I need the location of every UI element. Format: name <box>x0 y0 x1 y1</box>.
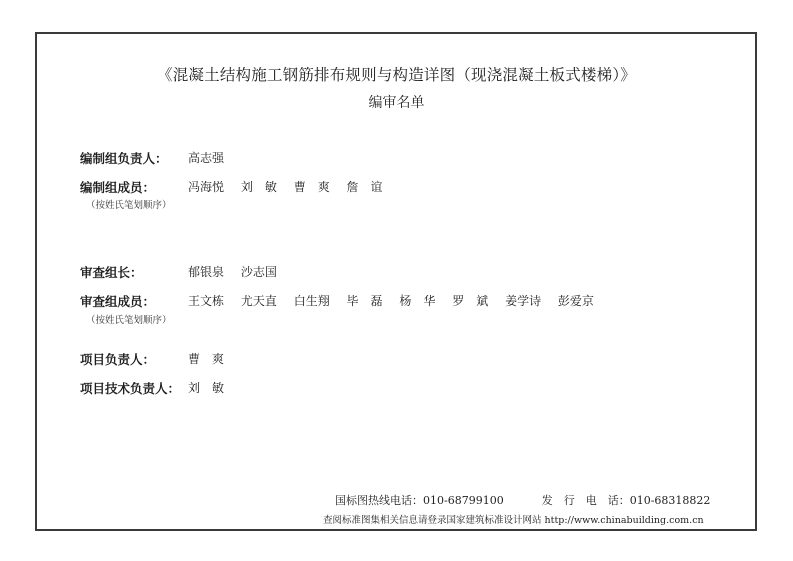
person-name: 杨 华 <box>399 294 436 308</box>
footer-phones <box>335 492 710 508</box>
compile-members-label: 编制组成员： <box>80 180 156 195</box>
review-lead-names <box>188 263 290 280</box>
person-name: 尤天直 <box>240 294 277 308</box>
person-name: 刘 敏 <box>188 381 225 395</box>
person-name: 王文栋 <box>188 294 225 308</box>
person-name: 彭爱京 <box>557 294 594 308</box>
document-subtitle: 编审名单 <box>368 95 425 111</box>
compile-members-names <box>188 178 396 195</box>
review-lead-label: 审查组长： <box>80 265 143 280</box>
person-name: 曹 爽 <box>188 352 225 366</box>
person-name: 白生翔 <box>293 294 330 308</box>
distribution-phone-text: 发 行 电 话：010-68318822 <box>541 494 711 507</box>
person-name: 刘 敏 <box>240 180 277 194</box>
compile-lead-names <box>188 149 237 166</box>
hotline-text: 国标图热线电话：010-68799100 <box>335 494 504 507</box>
compile-lead-label: 编制组负责人： <box>80 151 168 166</box>
person-name: 姜学诗 <box>505 294 542 308</box>
person-name: 曹 爽 <box>293 180 330 194</box>
review-members-order-note: （按姓氏笔划顺序） <box>86 315 172 326</box>
project-tech-lead-label: 项目技术负责人： <box>80 381 181 396</box>
project-lead-label: 项目负责人： <box>80 352 156 367</box>
person-name: 罗 斌 <box>452 294 489 308</box>
person-name: 高志强 <box>188 151 225 165</box>
person-name: 詹 谊 <box>346 180 383 194</box>
document-title: 《混凝土结构施工钢筋排布规则与构造详图（现浇混凝土板式楼梯）》 <box>157 66 636 84</box>
compile-members-order-note: （按姓氏笔划顺序） <box>86 200 172 211</box>
project-tech-lead-names <box>188 379 237 396</box>
review-members-names <box>188 292 607 309</box>
person-name: 毕 磊 <box>346 294 383 308</box>
person-name: 沙志国 <box>240 265 277 279</box>
footer-website: 查阅标准图集相关信息请登录国家建筑标准设计网站 http://www.chinabuilding.com.cn <box>323 515 704 526</box>
person-name: 冯海悦 <box>188 180 225 194</box>
person-name: 郁银泉 <box>188 265 225 279</box>
project-lead-names <box>188 350 237 367</box>
review-members-label: 审查组成员： <box>80 294 156 309</box>
